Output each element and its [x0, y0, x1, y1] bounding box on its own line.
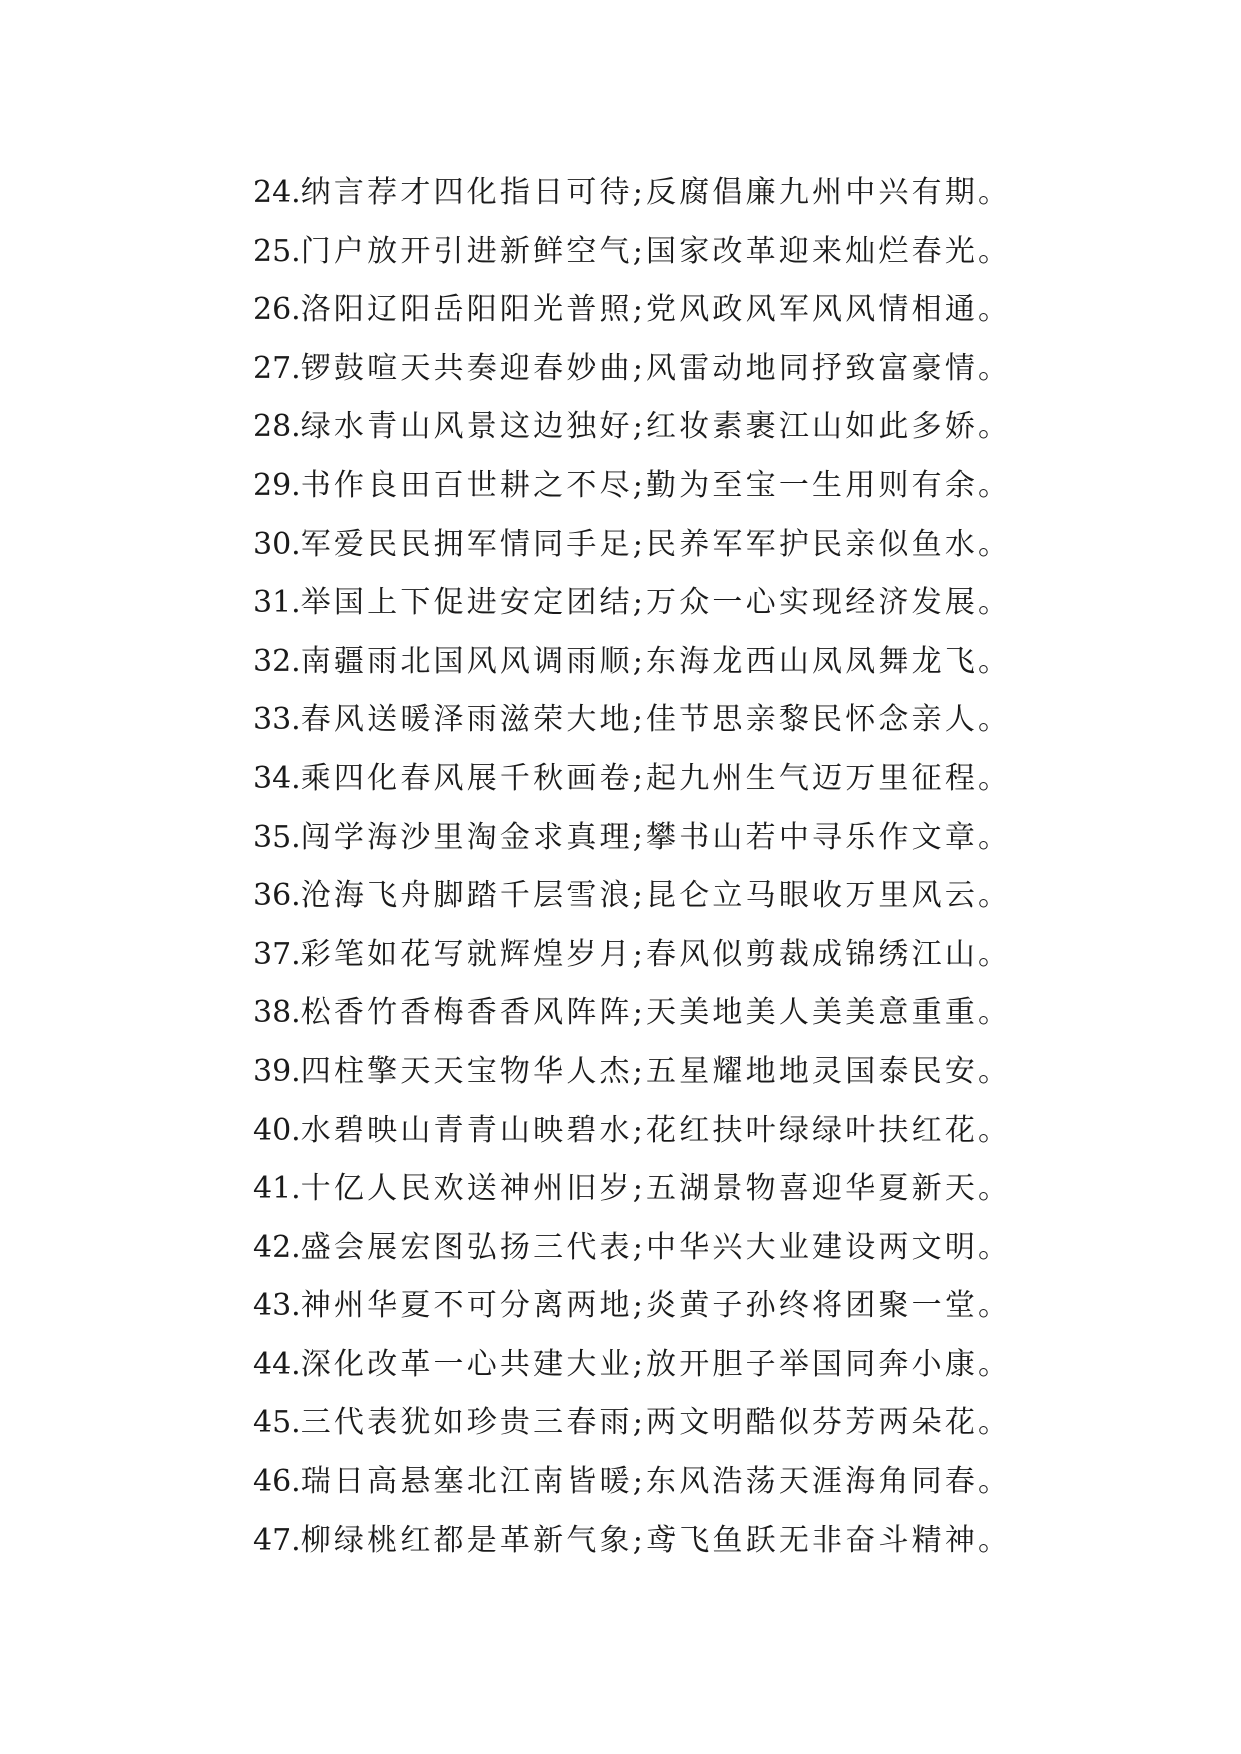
couplet-text: 彩笔如花写就辉煌岁月;春风似剪裁成锦绣江山。 — [300, 936, 1012, 972]
couplet-text: 四柱擎天天宝物华人杰;五星耀地地灵国泰民安。 — [300, 1053, 1012, 1089]
couplet-text: 洛阳辽阳岳阳阳光普照;党风政风军风风情相通。 — [300, 292, 1012, 328]
couplet-number: 46. — [253, 1464, 301, 1500]
couplet-text: 春风送暖泽雨滋荣大地;佳节思亲黎民怀念亲人。 — [300, 702, 1012, 738]
couplet-number: 44. — [253, 1346, 301, 1382]
couplet-item — [253, 691, 1013, 750]
couplet-number: 47. — [253, 1522, 301, 1558]
couplet-number: 41. — [253, 1171, 301, 1207]
couplet-number: 33. — [253, 702, 301, 738]
couplet-text: 三代表犹如珍贵三春雨;两文明酷似芬芳两朵花。 — [300, 1405, 1012, 1441]
couplet-number: 34. — [253, 760, 301, 796]
couplet-number: 31. — [253, 585, 301, 621]
couplet-text: 乘四化春风展千秋画卷;起九州生气迈万里征程。 — [300, 760, 1012, 796]
couplet-number: 29. — [253, 467, 301, 503]
couplet-item — [253, 457, 1013, 516]
couplet-number: 38. — [253, 995, 301, 1031]
couplet-text: 门户放开引进新鲜空气;国家改革迎来灿烂春光。 — [300, 233, 1012, 269]
couplet-item — [253, 398, 1013, 457]
couplet-item — [253, 516, 1013, 575]
couplet-item — [253, 1043, 1013, 1102]
couplet-item — [253, 164, 1013, 223]
couplet-item — [253, 281, 1013, 340]
couplet-item — [253, 574, 1013, 633]
couplet-number: 25. — [253, 233, 301, 269]
couplet-list — [253, 164, 1013, 1570]
couplet-text: 纳言荐才四化指日可待;反腐倡廉九州中兴有期。 — [300, 175, 1012, 210]
couplet-number: 36. — [253, 878, 301, 914]
couplet-item — [253, 1102, 1013, 1161]
couplet-item — [253, 1160, 1013, 1219]
couplet-item — [253, 340, 1013, 399]
couplet-text: 盛会展宏图弘扬三代表;中华兴大业建设两文明。 — [300, 1229, 1012, 1265]
couplet-text: 深化改革一心共建大业;放开胆子举国同奔小康。 — [300, 1346, 1012, 1382]
couplet-text: 十亿人民欢送神州旧岁;五湖景物喜迎华夏新天。 — [300, 1171, 1012, 1207]
couplet-number: 28. — [253, 409, 301, 445]
couplet-text: 锣鼓喧天共奏迎春妙曲;风雷动地同抒致富豪情。 — [300, 350, 1012, 386]
couplet-number: 27. — [253, 350, 301, 386]
couplet-text: 举国上下促进安定团结;万众一心实现经济发展。 — [300, 585, 1012, 621]
couplet-item — [253, 633, 1013, 692]
couplet-item — [253, 926, 1013, 985]
couplet-text: 沧海飞舟脚踏千层雪浪;昆仑立马眼收万里风云。 — [300, 878, 1012, 914]
couplet-text: 军爱民民拥军情同手足;民养军军护民亲似鱼水。 — [300, 526, 1012, 562]
couplet-item — [253, 1453, 1013, 1512]
couplet-number: 32. — [253, 643, 301, 679]
couplet-item — [253, 1277, 1013, 1336]
couplet-number: 30. — [253, 526, 301, 562]
couplet-text: 神州华夏不可分离两地;炎黄子孙终将团聚一堂。 — [300, 1288, 1012, 1324]
couplet-text: 绿水青山风景这边独好;红妆素裹江山如此多娇。 — [300, 409, 1012, 445]
couplet-text: 瑞日高悬塞北江南皆暖;东风浩荡天涯海角同春。 — [300, 1464, 1012, 1500]
couplet-number: 40. — [253, 1112, 301, 1148]
couplet-number: 35. — [253, 819, 301, 855]
couplet-number: 26. — [253, 292, 301, 328]
couplet-text: 水碧映山青青山映碧水;花红扶叶绿绿叶扶红花。 — [300, 1112, 1012, 1148]
couplet-text: 柳绿桃红都是革新气象;鸢飞鱼跃无非奋斗精神。 — [300, 1522, 1012, 1558]
couplet-text: 书作良田百世耕之不尽;勤为至宝一生用则有余。 — [300, 467, 1012, 503]
couplet-number: 43. — [253, 1288, 301, 1324]
couplet-number: 24. — [253, 175, 301, 210]
couplet-item — [253, 1336, 1013, 1395]
couplet-number: 45. — [253, 1405, 301, 1441]
couplet-number: 37. — [253, 936, 301, 972]
couplet-item — [253, 867, 1013, 926]
couplet-text: 闯学海沙里淘金求真理;攀书山若中寻乐作文章。 — [300, 819, 1012, 855]
couplet-item — [253, 1219, 1013, 1278]
couplet-text: 松香竹香梅香香风阵阵;天美地美人美美意重重。 — [300, 995, 1012, 1031]
couplet-number: 42. — [253, 1229, 301, 1265]
couplet-text: 南疆雨北国风风调雨顺;东海龙西山凤凤舞龙飞。 — [300, 643, 1012, 679]
couplet-number: 39. — [253, 1053, 301, 1089]
couplet-item — [253, 750, 1013, 809]
couplet-item — [253, 1394, 1013, 1453]
couplet-item — [253, 223, 1013, 282]
couplet-item — [253, 809, 1013, 868]
couplet-item — [253, 1512, 1013, 1571]
couplet-item — [253, 984, 1013, 1043]
